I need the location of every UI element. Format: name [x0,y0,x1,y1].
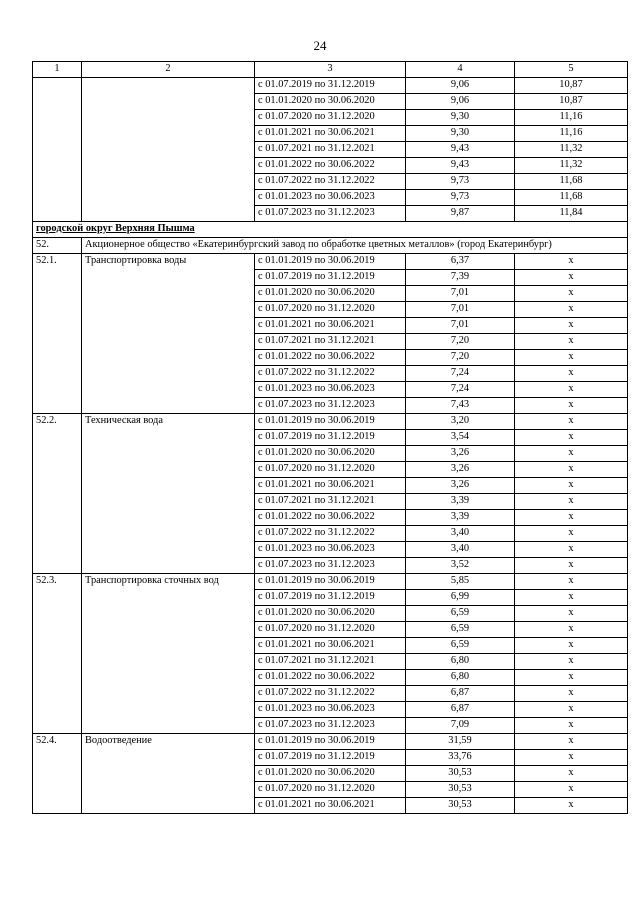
tariff-table [32,61,628,814]
period-cell: с 01.01.2021 по 30.06.2021 [255,478,406,494]
tariff-value-cell: 3,52 [406,558,515,574]
period-cell: с 01.01.2022 по 30.06.2022 [255,158,406,174]
tariff-vat-value-cell: х [515,494,628,510]
tariff-vat-value-cell: х [515,446,628,462]
period-cell: с 01.01.2021 по 30.06.2021 [255,638,406,654]
tariff-value-cell: 9,73 [406,174,515,190]
tariff-vat-value-cell: х [515,606,628,622]
tariff-vat-value-cell: х [515,478,628,494]
tariff-value-cell: 7,01 [406,318,515,334]
service-number: 52.3. [33,574,82,734]
tariff-vat-value-cell: х [515,638,628,654]
tariff-vat-value-cell: х [515,254,628,270]
tariff-vat-value-cell: х [515,510,628,526]
tariff-value-cell: 7,43 [406,398,515,414]
tariff-value-cell: 3,39 [406,494,515,510]
tariff-value-cell: 3,26 [406,478,515,494]
tariff-vat-value-cell: х [515,590,628,606]
tariff-value-cell: 6,87 [406,702,515,718]
tariff-value-cell: 7,20 [406,350,515,366]
number-cell [33,78,82,222]
period-cell: с 01.01.2023 по 30.06.2023 [255,382,406,398]
tariff-value-cell: 7,01 [406,302,515,318]
tariff-vat-value-cell: х [515,462,628,478]
tariff-value-cell: 6,59 [406,622,515,638]
tariff-vat-value-cell: х [515,430,628,446]
tariff-value-cell: 3,39 [406,510,515,526]
tariff-vat-value-cell: 10,87 [515,78,628,94]
period-cell: с 01.01.2022 по 30.06.2022 [255,670,406,686]
tariff-value-cell: 6,99 [406,590,515,606]
table-row [33,414,628,430]
tariff-vat-value-cell: х [515,734,628,750]
tariff-vat-value-cell: х [515,766,628,782]
service-name: Техническая вода [82,414,255,574]
period-cell: с 01.01.2022 по 30.06.2022 [255,350,406,366]
tariff-vat-value-cell: 10,87 [515,94,628,110]
tariff-value-cell: 3,40 [406,526,515,542]
tariff-value-cell: 6,59 [406,638,515,654]
period-cell: с 01.07.2019 по 31.12.2019 [255,750,406,766]
tariff-vat-value-cell: х [515,558,628,574]
table-row [33,574,628,590]
tariff-value-cell: 31,59 [406,734,515,750]
header-col-3: 3 [255,62,406,78]
tariff-value-cell: 6,80 [406,670,515,686]
period-cell: с 01.01.2020 по 30.06.2020 [255,766,406,782]
tariff-vat-value-cell: х [515,526,628,542]
tariff-vat-value-cell: х [515,622,628,638]
tariff-value-cell: 7,01 [406,286,515,302]
tariff-vat-value-cell: х [515,350,628,366]
header-col-1: 1 [33,62,82,78]
tariff-vat-value-cell: 11,68 [515,174,628,190]
period-cell: с 01.01.2020 по 30.06.2020 [255,286,406,302]
tariff-value-cell: 3,54 [406,430,515,446]
table-row [33,254,628,270]
tariff-table-body [33,62,628,814]
service-number: 52.1. [33,254,82,414]
service-name: Водоотведение [82,734,255,814]
period-cell: с 01.01.2019 по 30.06.2019 [255,414,406,430]
period-cell: с 01.01.2022 по 30.06.2022 [255,510,406,526]
tariff-value-cell: 33,76 [406,750,515,766]
period-cell: с 01.07.2023 по 31.12.2023 [255,398,406,414]
tariff-vat-value-cell: х [515,286,628,302]
period-cell: с 01.07.2020 по 31.12.2020 [255,622,406,638]
tariff-value-cell: 30,53 [406,766,515,782]
period-cell: с 01.07.2023 по 31.12.2023 [255,718,406,734]
tariff-value-cell: 3,26 [406,446,515,462]
tariff-vat-value-cell: х [515,366,628,382]
period-cell: с 01.01.2023 по 30.06.2023 [255,542,406,558]
tariff-value-cell: 6,59 [406,606,515,622]
period-cell: с 01.07.2019 по 31.12.2019 [255,430,406,446]
table-header-row [33,62,628,78]
header-col-5: 5 [515,62,628,78]
period-cell: с 01.07.2022 по 31.12.2022 [255,526,406,542]
period-cell: с 01.07.2021 по 31.12.2021 [255,142,406,158]
tariff-value-cell: 7,20 [406,334,515,350]
tariff-value-cell: 9,06 [406,94,515,110]
tariff-vat-value-cell: х [515,654,628,670]
period-cell: с 01.01.2021 по 30.06.2021 [255,318,406,334]
organization-name: Акционерное общество «Екатеринбургский завод по обработке цветных металлов» (город Екатеринбург) [82,238,628,254]
service-name: Транспортировка воды [82,254,255,414]
period-cell: с 01.07.2019 по 31.12.2019 [255,78,406,94]
tariff-value-cell: 7,24 [406,382,515,398]
period-cell: с 01.07.2021 по 31.12.2021 [255,334,406,350]
tariff-vat-value-cell: х [515,702,628,718]
tariff-value-cell: 9,87 [406,206,515,222]
period-cell: с 01.01.2019 по 30.06.2019 [255,254,406,270]
tariff-vat-value-cell: х [515,718,628,734]
period-cell: с 01.01.2023 по 30.06.2023 [255,190,406,206]
service-number: 52.4. [33,734,82,814]
tariff-value-cell: 7,09 [406,718,515,734]
period-cell: с 01.07.2023 по 31.12.2023 [255,206,406,222]
period-cell: с 01.01.2023 по 30.06.2023 [255,702,406,718]
tariff-value-cell: 6,80 [406,654,515,670]
table-row [33,78,628,94]
region-row [33,222,628,238]
tariff-vat-value-cell: х [515,414,628,430]
period-cell: с 01.07.2020 по 31.12.2020 [255,110,406,126]
tariff-vat-value-cell: х [515,670,628,686]
tariff-vat-value-cell: х [515,318,628,334]
tariff-vat-value-cell: х [515,798,628,814]
organization-row [33,238,628,254]
tariff-value-cell: 9,30 [406,126,515,142]
tariff-vat-value-cell: х [515,398,628,414]
period-cell: с 01.07.2019 по 31.12.2019 [255,590,406,606]
tariff-vat-value-cell: 11,32 [515,142,628,158]
service-number: 52.2. [33,414,82,574]
tariff-value-cell: 9,30 [406,110,515,126]
tariff-value-cell: 9,73 [406,190,515,206]
period-cell: с 01.07.2022 по 31.12.2022 [255,174,406,190]
tariff-value-cell: 3,26 [406,462,515,478]
service-name: Транспортировка сточных вод [82,574,255,734]
header-col-4: 4 [406,62,515,78]
tariff-value-cell: 6,37 [406,254,515,270]
tariff-value-cell: 9,43 [406,142,515,158]
period-cell: с 01.07.2020 по 31.12.2020 [255,462,406,478]
tariff-value-cell: 6,87 [406,686,515,702]
period-cell: с 01.07.2019 по 31.12.2019 [255,270,406,286]
period-cell: с 01.01.2020 по 30.06.2020 [255,606,406,622]
tariff-value-cell: 3,20 [406,414,515,430]
tariff-value-cell: 9,06 [406,78,515,94]
period-cell: с 01.01.2019 по 30.06.2019 [255,574,406,590]
header-col-2: 2 [82,62,255,78]
page-number: 24 [313,38,327,53]
period-cell: с 01.01.2021 по 30.06.2021 [255,798,406,814]
tariff-value-cell: 9,43 [406,158,515,174]
period-cell: с 01.07.2021 по 31.12.2021 [255,494,406,510]
period-cell: с 01.07.2020 по 31.12.2020 [255,302,406,318]
tariff-vat-value-cell: х [515,302,628,318]
tariff-vat-value-cell: х [515,334,628,350]
region-name: городской округ Верхняя Пышма [33,222,628,238]
tariff-vat-value-cell: х [515,382,628,398]
organization-number: 52. [33,238,82,254]
tariff-vat-value-cell: х [515,782,628,798]
tariff-value-cell: 30,53 [406,798,515,814]
tariff-vat-value-cell: х [515,270,628,286]
period-cell: с 01.07.2022 по 31.12.2022 [255,366,406,382]
tariff-vat-value-cell: х [515,542,628,558]
period-cell: с 01.07.2023 по 31.12.2023 [255,558,406,574]
tariff-value-cell: 5,85 [406,574,515,590]
tariff-value-cell: 3,40 [406,542,515,558]
tariff-vat-value-cell: х [515,574,628,590]
period-cell: с 01.01.2020 по 30.06.2020 [255,94,406,110]
tariff-vat-value-cell: х [515,750,628,766]
period-cell: с 01.01.2020 по 30.06.2020 [255,446,406,462]
tariff-vat-value-cell: 11,16 [515,126,628,142]
tariff-value-cell: 30,53 [406,782,515,798]
tariff-vat-value-cell: 11,84 [515,206,628,222]
period-cell: с 01.07.2020 по 31.12.2020 [255,782,406,798]
tariff-vat-value-cell: 11,16 [515,110,628,126]
period-cell: с 01.07.2021 по 31.12.2021 [255,654,406,670]
service-name-cell [82,78,255,222]
tariff-value-cell: 7,39 [406,270,515,286]
period-cell: с 01.01.2021 по 30.06.2021 [255,126,406,142]
period-cell: с 01.07.2022 по 31.12.2022 [255,686,406,702]
tariff-vat-value-cell: 11,68 [515,190,628,206]
table-row [33,734,628,750]
period-cell: с 01.01.2019 по 30.06.2019 [255,734,406,750]
tariff-vat-value-cell: 11,32 [515,158,628,174]
tariff-value-cell: 7,24 [406,366,515,382]
tariff-vat-value-cell: х [515,686,628,702]
